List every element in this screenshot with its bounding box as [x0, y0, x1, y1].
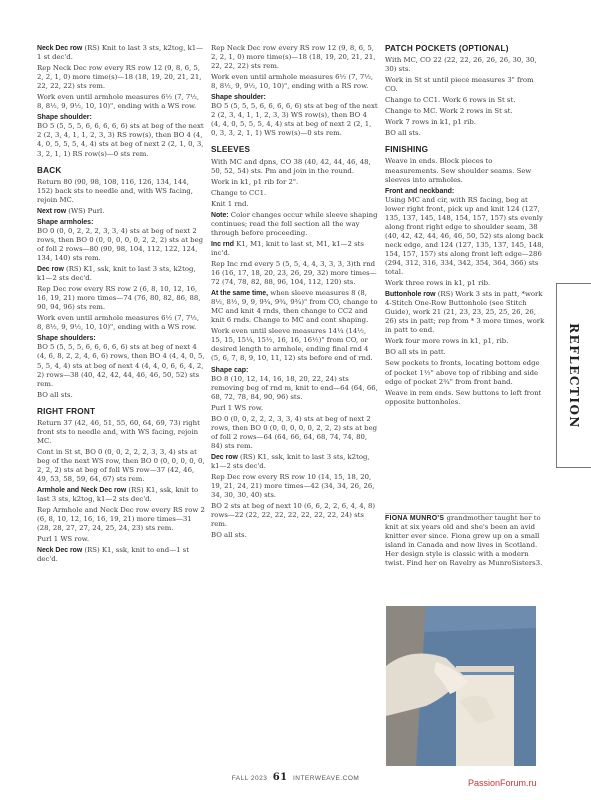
instruction-paragraph — [211, 211, 378, 238]
instruction-text: With MC and dpns, CO 38 (40, 42, 44, 46, 48, 50, 52, 54) sts. Pm and join in the round. — [211, 157, 371, 175]
instruction-paragraph — [37, 486, 205, 504]
section-tab — [556, 283, 591, 468]
instruction-text: With MC, CO 22 (22, 22, 26, 26, 26, 30, 30, 30) sts. — [385, 56, 537, 74]
subsection-heading: Shape shoulder: — [211, 94, 266, 102]
instruction-text: Rep Neck Dec row every RS row 12 (9, 8, 6, 5, 2, 2, 1, 0) more time(s)—18 (18, 19, 20, 21, 21, 22, 22, 22) sts rem. — [37, 64, 202, 91]
instruction-text: when sleeve measures 8 (8, 8½, 8½, 9, 9, 9¾, 9¾, 9¾)" from CO, change to MC and knit 4 rnds, then change to CC2 and knit 6 rnds. Change to MC and cont shaping. — [211, 289, 378, 325]
instruction-text: (RS) Knit to last 3 sts, k2tog, k1—1 st dec'd. — [37, 44, 204, 62]
instruction-text: Work three rows in k1, p1 rib. — [385, 279, 491, 288]
section-heading: BACK — [37, 165, 62, 175]
instruction-text: (RS) K1, ssk, knit to last 3 sts, k2tog, k1—2 sts dec'd. — [211, 452, 370, 470]
instruction-text: (RS) K1, ssk, knit to last 3 sts, k2tog, k1—2 sts dec'd. — [37, 265, 196, 283]
instruction-text: Rep Inc rnd every 5 (5, 5, 4, 4, 3, 3, 3, 3)th rnd 16 (16, 17, 18, 20, 23, 26, 29, 32) more times—72 (74, 78, 82, 88, 96, 104, 112, 120) sts. — [211, 259, 377, 287]
instruction-paragraph — [37, 265, 205, 283]
instruction-text: BO 2 sts at beg of next 10 (6, 6, 2, 2, 6, 4, 4, 8) rows—22 (22, 22, 22, 22, 22, 22, 22, 24) sts rem. — [211, 502, 376, 529]
column-left — [37, 44, 205, 566]
instruction-text: Work even until armhole measures 6½ (7, 7½, 8, 8½, 9, 9½, 10, 10)", ending with a WS row. — [37, 93, 200, 111]
instruction-text: Work in St st until piece measures 3" from CO. — [385, 76, 534, 94]
instruction-text: Change to MC. Work 2 rows in St st. — [385, 107, 513, 116]
instruction-paragraph — [211, 375, 378, 402]
row-label: Neck Dec row — [37, 45, 83, 52]
instruction-paragraph — [37, 546, 205, 564]
section-tab-label: REFLECTION — [567, 322, 581, 429]
instruction-paragraph — [211, 73, 378, 91]
instruction-text: Return 80 (90, 98, 108, 116, 126, 134, 144, 152) back sts to needle and, with WS facing, rejoin MC. — [37, 177, 193, 204]
instruction-text: Knit 1 rnd. — [211, 199, 249, 208]
designer-bio — [385, 514, 543, 570]
row-label: At the same time, — [211, 290, 269, 298]
instruction-paragraph — [211, 327, 378, 363]
instruction-paragraph — [385, 337, 545, 346]
instruction-paragraph — [211, 260, 378, 287]
instruction-paragraph — [37, 122, 205, 158]
instruction-paragraph — [37, 448, 205, 484]
instruction-paragraph — [37, 44, 205, 62]
subsection-heading: Shape shoulder: — [37, 114, 92, 122]
instruction-paragraph — [385, 76, 545, 94]
instruction-text: BO 5 (5, 5, 5, 6, 6, 6, 6, 6) sts at beg of next 4 (4, 6, 8, 2, 2, 4, 6, 6) rows, then BO 4 (4, 4, 0, 5, 5, 5, 4, 4) sts at beg of next 4 (4, 4, 0, 6, 6, 4, 2, 2) rows—38 (40, 42, 42, 44, 46, 46, 50, 52) sts rem. — [37, 343, 205, 388]
row-label: Dec row — [211, 453, 238, 461]
column-right — [385, 44, 545, 409]
instruction-text: Purl 1 WS row. — [37, 535, 90, 544]
instruction-paragraph — [385, 96, 545, 105]
instruction-paragraph — [37, 178, 205, 205]
instruction-paragraph — [37, 285, 205, 312]
instruction-text: Cont in St st, BO 0 (0, 0, 2, 2, 2, 3, 3, 4) sts at beg of the next WS row, then BO 0 (0, 0, 0, 0, 0, 2, 2, 2) sts at beg of foll WS row—37 (42, 46, 49, 53, 58, 59, 64, 67) sts rem. — [37, 447, 205, 484]
instruction-paragraph — [37, 64, 205, 91]
instruction-paragraph — [385, 196, 545, 277]
instruction-text: BO all sts. — [385, 129, 421, 138]
instruction-paragraph — [211, 453, 378, 471]
row-label: Inc rnd — [211, 240, 234, 248]
instruction-paragraph — [37, 506, 205, 533]
section-heading: SLEEVES — [211, 145, 251, 155]
instruction-paragraph — [211, 473, 378, 500]
instruction-text: Rep Dec row every RS row 10 (14, 15, 18, 20, 19, 21, 24, 21) more times—42 (34, 34, 26, 26, 34, 30, 30, 40) sts. — [211, 473, 375, 500]
instruction-text: Rep Neck Dec row every RS row 12 (9, 8, 6, 5, 2, 2, 1, 0) more time(s)—18 (18, 19, 20, 21, 21, 22, 22, 22) sts rem. — [211, 44, 376, 71]
instruction-text: Work even until sleeve measures 14¼ (14½, 15, 15, 15¼, 15½, 16, 16, 16½)" from CO, or desired length to armhole, ending final rnd 4 (5, 6, 7, 8, 9, 10, 11, 12) sts before end of rnd. — [211, 327, 373, 363]
instruction-text: Rep Armhole and Neck Dec row every RS row 2 (6, 8, 10, 12, 16, 16, 19, 21) more times—31 (28, 28, 27, 27, 24, 25, 24, 23) sts rem. — [37, 506, 205, 533]
section-heading: RIGHT FRONT — [37, 406, 96, 416]
watermark: PassionForum.ru — [468, 778, 537, 788]
instruction-paragraph — [37, 207, 205, 216]
instruction-paragraph — [37, 227, 205, 263]
instruction-text: (RS) K1, ssk, knit to last 3 sts, k2tog, k1—2 sts dec'd. — [37, 486, 199, 504]
instruction-paragraph — [211, 189, 378, 198]
row-label: Neck Dec row — [37, 547, 83, 555]
instruction-text: Work even until armhole measures 6½ (7, 7½, 8, 8½, 9, 9½, 10, 10)", ending with a RS row. — [211, 73, 374, 91]
instruction-paragraph — [211, 178, 378, 187]
instruction-text: BO all sts. — [211, 531, 247, 540]
instruction-text: K1, M1, knit to last st, M1, k1—2 sts inc'd. — [211, 239, 364, 257]
instruction-paragraph — [211, 158, 378, 176]
instruction-paragraph — [211, 289, 378, 325]
instruction-paragraph — [385, 348, 545, 357]
row-label: Note: — [211, 211, 229, 219]
instruction-text: Color changes occur while sleeve shaping continues; read the foll section all the way through before proceeding. — [211, 210, 378, 237]
row-label: Buttonhole row — [385, 291, 436, 299]
instruction-text: BO 8 (10, 12, 14, 16, 18, 20, 22, 24) sts removing beg of rnd m, knit to end—64 (64, 66, 68, 72, 78, 84, 90, 96) sts. — [211, 374, 378, 401]
instruction-paragraph — [211, 44, 378, 71]
instruction-text: BO 0 (0, 0, 2, 2, 2, 3, 3, 4) sts at beg of next 2 rows, then BO 0 (0, 0, 0, 0, 0, 2, 2, 2) sts at beg of foll 2 rows—64 (64, 66, 64, 68, 74, 74, 80, 84) sts rem. — [211, 414, 378, 450]
finishing-instructions — [385, 44, 545, 407]
instruction-paragraph — [37, 419, 205, 446]
instruction-text: Work 7 rows in k1, p1 rib. — [385, 118, 476, 127]
footer-season: FALL 2023 — [231, 775, 268, 782]
row-label: Next row — [37, 207, 67, 215]
instruction-text: Using MC and cir, with RS facing, beg at lower right front, pick up and knit 124 (127, 135, 137, 145, 148, 154, 157, 157) sts evenly along front right edge to shoulder seam, 38 (40, 42, 42, 44, 46, 46, 50, 52) sts along back neck edge, and 124 (127, 135, 137, 145, 148, 154, 157, 157) sts along front left edge—286 (294, 312, 316, 334, 342, 354, 364, 366) sts total. — [385, 195, 544, 277]
instruction-text: Work even until armhole measures 6½ (7, 7½, 8, 8½, 9, 9½, 10, 10)", ending with a WS row. — [37, 314, 200, 332]
instruction-paragraph — [37, 391, 205, 400]
designer-bio-text: grandmother taught her to knit at six years old and she's been an avid knitter ever since. Fiona grew up on a small island in Canada and now lives in Scotland. Her design style is classic with a modern twist. Find her on Ravelry as MunroSisters3. — [385, 514, 543, 568]
instruction-text: Change to CC1. Work 6 rows in St st. — [385, 96, 516, 105]
section-heading: FINISHING — [385, 145, 429, 155]
page-number: 61 — [272, 772, 288, 783]
column-middle — [211, 44, 378, 542]
instruction-paragraph — [385, 359, 545, 386]
sweater-pocket-photo — [386, 606, 536, 766]
instruction-text: Rep Dec row every RS row 2 (6, 8, 10, 12, 16, 16, 19, 21) more times—74 (76, 80, 82, 86, 88, 90, 94, 96) sts rem. — [37, 285, 201, 312]
instruction-paragraph — [385, 129, 545, 138]
footer-site: INTERWEAVE.COM — [292, 775, 360, 782]
instruction-text: Return 37 (42, 46, 51, 55, 60, 64, 69, 73) right front sts to needle and, with WS facing, rejoin MC. — [37, 418, 200, 445]
instruction-paragraph — [211, 102, 378, 138]
instruction-text: BO 0 (0, 0, 2, 2, 2, 3, 3, 4) sts at beg of next 2 rows, then BO 0 (0, 0, 0, 0, 0, 2, 2, 2) sts at beg of foll 2 rows—80 (90, 98, 104, 112, 122, 124, 134, 140) sts rem. — [37, 226, 204, 262]
instruction-paragraph — [385, 157, 545, 184]
instruction-text: (WS) Purl. — [66, 206, 105, 215]
instruction-paragraph — [211, 240, 378, 258]
instruction-text: BO all sts in patt. — [385, 348, 446, 357]
section-heading: PATCH POCKETS (OPTIONAL) — [385, 44, 509, 53]
instruction-paragraph — [211, 200, 378, 209]
instruction-text: Change to CC1. — [211, 188, 267, 197]
instruction-paragraph — [385, 389, 545, 407]
designer-name: FIONA MUNRO'S — [385, 515, 445, 522]
row-label: Armhole and Neck Dec row — [37, 487, 127, 495]
instruction-paragraph — [385, 118, 545, 127]
instruction-text: Sew pockets to fronts, locating bottom edge of pocket 1½" above top of ribbing and side edge of pocket 2¾" from front band. — [385, 359, 540, 386]
instruction-paragraph — [385, 56, 545, 74]
subsection-heading: Shape armholes: — [37, 218, 94, 226]
instruction-paragraph — [385, 107, 545, 116]
instruction-paragraph — [37, 314, 205, 332]
instruction-text: (RS) K1, ssk, knit to end—1 st dec'd. — [37, 546, 189, 564]
instruction-text: Weave in ends. Block pieces to measurements. Sew shoulder seams. Sew sleeves into armholes. — [385, 157, 532, 184]
instruction-text: Work four more rows in k1, p1, rib. — [385, 337, 509, 346]
instruction-paragraph — [385, 279, 545, 288]
instruction-paragraph — [211, 415, 378, 451]
instruction-text: BO all sts. — [37, 390, 73, 399]
subsection-heading: Shape cap: — [211, 366, 249, 374]
subsection-heading: Front and neckband: — [385, 187, 455, 195]
instruction-paragraph — [385, 290, 545, 335]
instruction-paragraph — [211, 404, 378, 413]
subsection-heading: Shape shoulders: — [37, 335, 96, 343]
instruction-text: BO 5 (5, 5, 5, 6, 6, 6, 6, 6) sts at beg of the next 2 (2, 3, 4, 1, 1, 2, 3, 3) WS row(s), then BO 4 (4, 4, 0, 5, 5, 5, 4, 4) sts at beg of next 2 (2, 1, 0, 3, 3, 2, 1, 1) WS row(s)—0 sts rem. — [211, 102, 378, 138]
instruction-text: Weave in rem ends. Sew buttons to left front opposite buttonholes. — [385, 388, 542, 406]
row-label: Dec row — [37, 266, 64, 274]
instruction-paragraph — [37, 535, 205, 544]
instruction-paragraph — [37, 343, 205, 388]
instruction-paragraph — [211, 502, 378, 529]
instruction-paragraph — [37, 93, 205, 111]
instruction-text: BO 5 (5, 5, 5, 6, 6, 6, 6, 6) sts at beg of the next 2 (2, 3, 4, 1, 1, 2, 3, 3) RS row(s), then BO 4 (4, 4, 0, 5, 5, 5, 4, 4) sts at beg of next 2 (2, 1, 0, 3, 3, 2, 1, 1) RS row(s)—0 sts rem. — [37, 122, 204, 158]
instruction-text: (RS) Work 3 sts in patt, *work 4-Stitch One-Row Buttonhole (see Stitch Guide), work 21 (21, 23, 23, 25, 25, 26, 26, 26) sts in patt; rep from * 3 more times, work in patt to end. — [385, 290, 545, 335]
instruction-paragraph — [211, 531, 378, 540]
instruction-text: Work in k1, p1 rib for 2". — [211, 177, 299, 186]
sweater-pocket-illustration — [386, 606, 536, 766]
instruction-text: Purl 1 WS row. — [211, 403, 264, 412]
